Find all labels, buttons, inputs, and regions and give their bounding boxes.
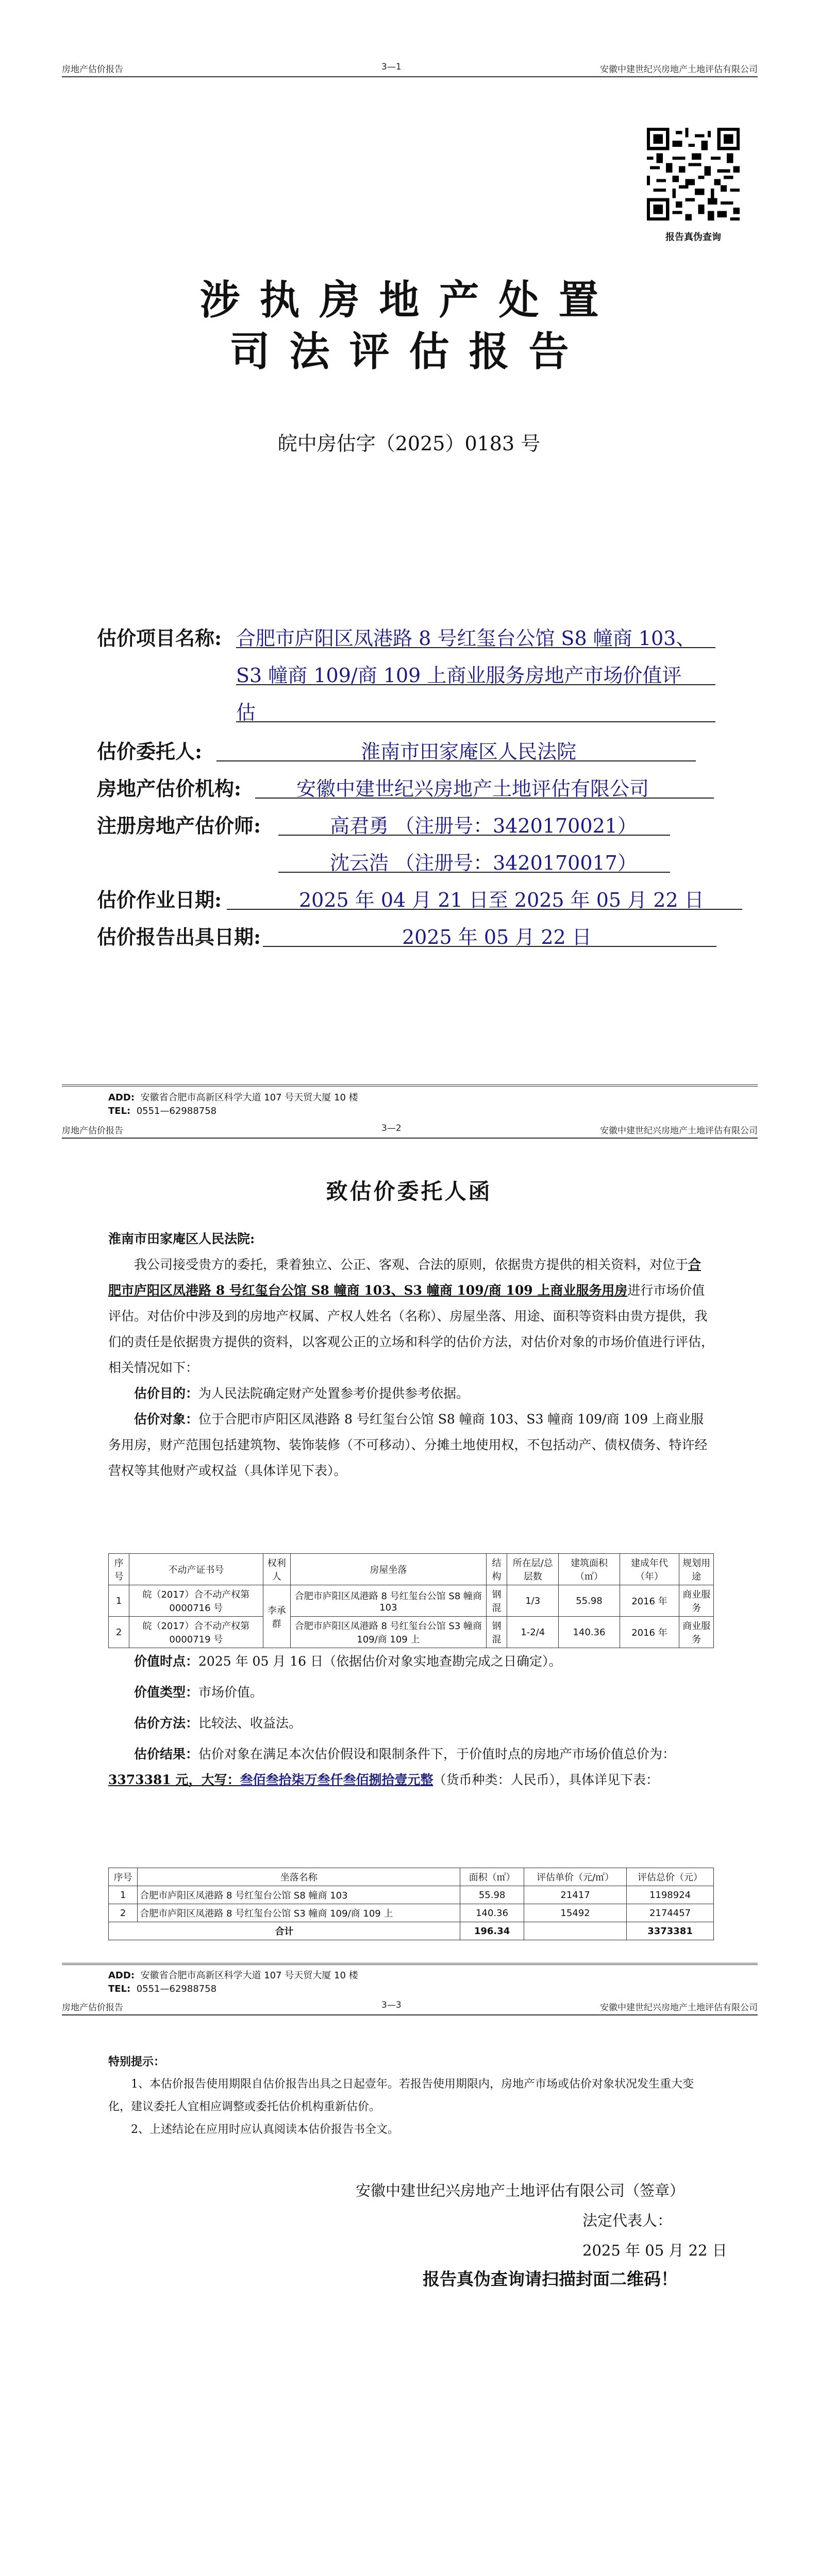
appraiser-2: 沈云浩 （注册号：3420170017）: [330, 852, 637, 874]
table-header-cell: 不动产证书号: [129, 1554, 263, 1585]
table-total-row: [109, 1922, 714, 1940]
intro-paragraph: 我公司接受贵方的委托，秉着独立、公正、客观、合法的原则，依据贵方提供的相关资料，对位于合肥市庐阳区凤港路 8 号红玺台公馆 S8 幢商 103、S3 幢商 109/商 109 上商业服务用房进行市场价值评估。对估价中涉及到的房地产权属、产权人姓名（名称）、房屋坐落、用途、面积等资料由贵方提供，我们的责任是依据贵方提供的资料，以客观公正的立场和科学的估价方法，对估价对象的市场价值进行评估，相关情况如下：: [108, 1257, 714, 1375]
result-paragraph: 估价结果：估价对象在满足本次估价假设和限制条件下，于价值时点的房地产市场价值总价为：3373381 元，大写：叁佰叁拾柒万叁仟叁佰捌拾壹元整（货币种类：人民币），具体详见下表：: [108, 1747, 676, 1787]
table-cell: 皖（2017）合不动产权第0000719 号: [129, 1617, 263, 1648]
header-page-number: 3—1: [381, 62, 402, 72]
project-line2: S3 幢商 109/商 109 上商业服务房地产市场价值评: [236, 664, 682, 687]
purpose-paragraph: 估价目的：为人民法院确定财产处置参考价提供参考依据。: [134, 1386, 470, 1401]
table-cell: 55.98: [460, 1886, 524, 1904]
method-paragraph: 估价方法：比较法、收益法。: [134, 1716, 302, 1731]
cover-title-line2: 司法评估报告: [229, 328, 589, 375]
table-cell: 2016 年: [620, 1585, 679, 1617]
table-row: [109, 1904, 714, 1922]
table-cell: 2016 年: [620, 1617, 679, 1648]
special-notes: [108, 2050, 714, 2141]
issue-date-label: 估价报告出具日期:: [97, 925, 261, 948]
header-rule: [62, 76, 758, 77]
client-value: 淮南市田家庵区人民法院: [361, 740, 577, 763]
table-cell: 合肥市庐阳区凤港路 8 号红玺台公馆 S3 幢商 109/商 109 上: [138, 1904, 460, 1922]
table-cell: 196.34: [460, 1922, 524, 1940]
table-header-cell: 坐落名称: [138, 1868, 460, 1886]
table-header-cell: 建成年代（年）: [620, 1554, 679, 1585]
work-date-label: 估价作业日期:: [97, 888, 222, 911]
valuation-table: [108, 1868, 714, 1940]
header-left: 房地产估价报告: [62, 64, 123, 75]
value-type-paragraph: 价值类型：市场价值。: [134, 1685, 263, 1700]
table-cell: 3373381: [627, 1922, 714, 1940]
qr-code-icon[interactable]: [647, 128, 740, 221]
table-cell: 1: [109, 1585, 129, 1617]
letter-body: [108, 1226, 714, 1484]
header-right: 安徽中建世纪兴房地产土地评估有限公司: [600, 64, 758, 75]
note-2: 2、上述结论在应用时应认真阅读本估价报告书全文。: [131, 2123, 399, 2136]
table-cell: 合肥市庐阳区凤港路 8 号红玺台公馆 S3 幢商 109/商 109 上: [290, 1617, 486, 1648]
page-footer: ADD: 安徽省合肥市高新区科学大道 107 号天贸大厦 10 楼 TEL: 0551—62988758: [108, 1970, 358, 1994]
project-line3: 估: [236, 701, 256, 724]
agency-label: 房地产估价机构:: [97, 777, 242, 800]
object-paragraph: 估价对象：位于合肥市庐阳区凤港路 8 号红玺台公馆 S8 幢商 103、S3 幢商 109/商 109 上商业服务用房，财产范围包括建筑物、装饰装修（不可移动）、分摊土地使用权，不包括动产、债权债务、特许经营权等其他财产或权益（具体详见下表）。: [108, 1412, 708, 1478]
letter-body-2: [108, 1649, 714, 1793]
table-row: [109, 1585, 714, 1617]
table-cell: 1-2/4: [507, 1617, 559, 1648]
table-header-cell: 规划用途: [679, 1554, 714, 1585]
work-date-value: 2025 年 04 月 21 日至 2025 年 05 月 22 日: [299, 889, 704, 911]
table-header-cell: 序号: [109, 1868, 138, 1886]
addressee: 淮南市田家庵区人民法院:: [108, 1231, 255, 1246]
table-header-cell: 结构: [486, 1554, 507, 1585]
header-right: 安徽中建世纪兴房地产土地评估有限公司: [600, 1126, 758, 1136]
letter-title: 致估价委托人函: [326, 1179, 492, 1204]
table-cell: 皖（2017）合不动产权第0000716 号: [129, 1585, 263, 1617]
table-header-cell: 建筑面积（㎡）: [559, 1554, 620, 1585]
company-seal-line: 安徽中建世纪兴房地产土地评估有限公司（签章）: [356, 2182, 685, 2199]
addr-label: ADD:: [108, 1092, 135, 1103]
appraiser-underline: [278, 872, 670, 873]
issue-date-underline: [263, 946, 716, 947]
project-underline: [236, 647, 715, 648]
table-cell: 2174457: [627, 1904, 714, 1922]
footer-address: 安徽省合肥市高新区科学大道 107 号天贸大厦 10 楼: [140, 1970, 358, 1981]
table-cell: 合肥市庐阳区凤港路 8 号红玺台公馆 S8 幢商 103: [290, 1585, 486, 1617]
table-cell: 钢混: [486, 1617, 507, 1648]
header-right: 安徽中建世纪兴房地产土地评估有限公司: [600, 2003, 758, 2013]
table-cell: 合计: [109, 1922, 460, 1940]
doc-number: 皖中房估字（2025）0183 号: [277, 432, 541, 455]
footer-rule: [62, 1084, 758, 1087]
table-cell: 140.36: [559, 1617, 620, 1648]
legal-rep: 法定代表人：: [582, 2212, 673, 2229]
table-cell: 2: [109, 1904, 138, 1922]
footer-rule: [62, 1963, 758, 1965]
table-cell: 1: [109, 1886, 138, 1904]
table-header-row: [109, 1554, 714, 1585]
table-cell: 合肥市庐阳区凤港路 8 号红玺台公馆 S8 幢商 103: [138, 1886, 460, 1904]
table-cell: 1198924: [627, 1886, 714, 1904]
header-page-number: 3—3: [381, 2000, 402, 2010]
verify-note: 报告真伪查询请扫描封面二维码！: [423, 2269, 678, 2289]
table-cell: 商业服务: [679, 1617, 714, 1648]
table-cell: 55.98: [559, 1585, 620, 1617]
table-header-cell: 评估总价（元）: [627, 1868, 714, 1886]
header-left: 房地产估价报告: [62, 2003, 123, 2013]
client-underline: [216, 760, 696, 761]
project-line1: 合肥市庐阳区凤港路 8 号红玺台公馆 S8 幢商 103、: [236, 627, 696, 650]
table-cell: 15492: [524, 1904, 627, 1922]
footer-tel: 0551—62988758: [136, 1984, 217, 1994]
table-header-cell: 序号: [109, 1554, 129, 1585]
appraiser-underline: [278, 835, 670, 836]
table-header-cell: 评估单价（元/㎡）: [524, 1868, 627, 1886]
appraiser-label: 注册房地产估价师:: [97, 814, 261, 837]
agency-value: 安徽中建世纪兴房地产土地评估有限公司: [296, 777, 649, 800]
footer-tel: 0551—62988758: [136, 1106, 217, 1116]
agency-underline: [255, 798, 714, 799]
header-rule: [62, 2014, 758, 2015]
header-page-number: 3—2: [381, 1123, 402, 1133]
table-row: [109, 1617, 714, 1648]
appraiser-1: 高君勇 （注册号：3420170021）: [330, 815, 637, 837]
table-cell: 2: [109, 1617, 129, 1648]
cover-title-line1: 涉执房地产处置: [199, 277, 619, 324]
footer-address: 安徽省合肥市高新区科学大道 107 号天贸大厦 10 楼: [140, 1092, 358, 1103]
table-cell: 商业服务: [679, 1585, 714, 1617]
table-cell: [524, 1922, 627, 1940]
page-footer: [108, 1091, 358, 1118]
table-row: [109, 1886, 714, 1904]
issue-date-value: 2025 年 05 月 22 日: [402, 926, 592, 948]
client-label: 估价委托人:: [97, 740, 203, 763]
note-1: 1、本估价报告使用期限自估价报告出具之日起壹年。若报告使用期限内，房地产市场或估价对象状况发生重大变化，建议委托人宜相应调整或委托估价机构重新估价。: [108, 2078, 694, 2113]
header-rule: [62, 1138, 758, 1139]
property-table: [108, 1553, 714, 1648]
table-cell: 140.36: [460, 1904, 524, 1922]
table-header-cell: 面积（㎡）: [460, 1868, 524, 1886]
table-cell: 21417: [524, 1886, 627, 1904]
value-time-paragraph: 价值时点：2025 年 05 月 16 日（依据估价对象实地查勘完成之日确定）。: [134, 1654, 562, 1669]
table-cell: 李承群: [263, 1585, 290, 1648]
table-header-cell: 所在层/总层数: [507, 1554, 559, 1585]
project-underline: [236, 721, 715, 722]
table-cell: 1/3: [507, 1585, 559, 1617]
project-underline: [236, 684, 715, 685]
work-date-underline: [227, 909, 742, 910]
qr-label: 报告真伪查询: [665, 232, 721, 243]
table-header-row: [109, 1868, 714, 1886]
header-left: 房地产估价报告: [62, 1126, 123, 1136]
tel-label: TEL:: [108, 1106, 131, 1116]
table-header-cell: 房屋坐落: [290, 1554, 486, 1585]
table-header-cell: 权利人: [263, 1554, 290, 1585]
signature-date: 2025 年 05 月 22 日: [582, 2242, 727, 2259]
project-label: 估价项目名称:: [97, 626, 222, 650]
special-title: 特别提示：: [108, 2055, 165, 2069]
table-cell: 钢混: [486, 1585, 507, 1617]
